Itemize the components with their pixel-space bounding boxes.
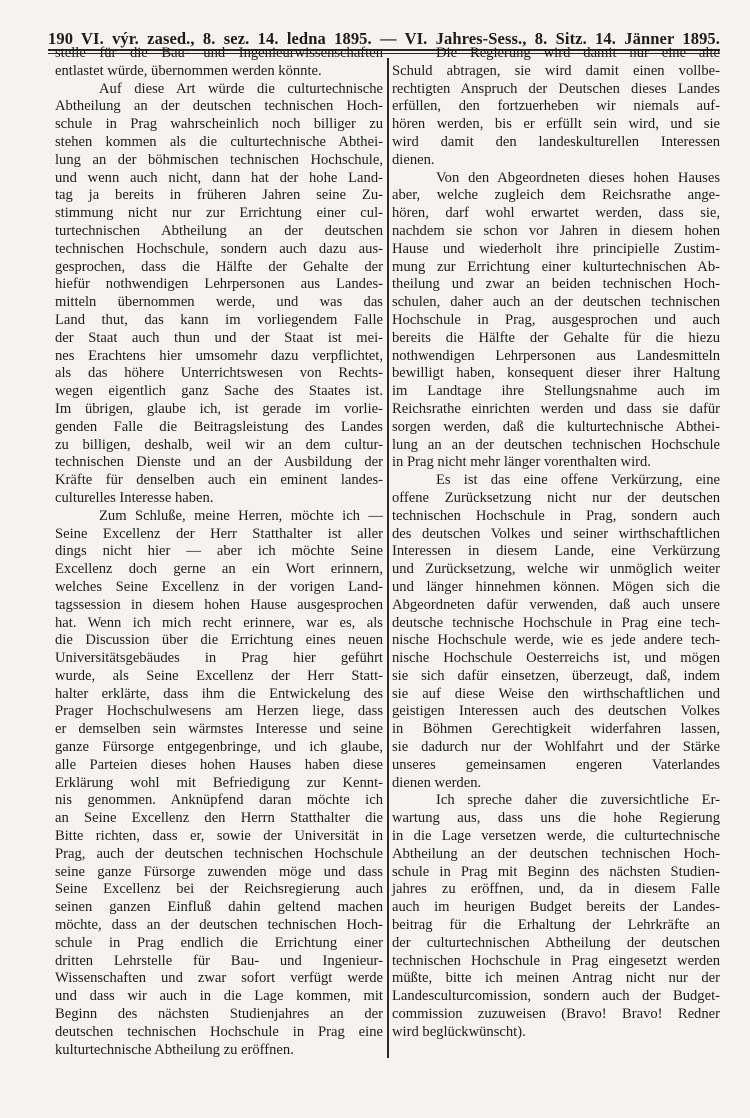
text-line: bewilligt haben, konsequent dieser ihrer Haltung — [392, 365, 720, 382]
text-line: technischen Hochschule, sondern auch dazu aus- — [55, 240, 383, 257]
text-line: als das höhere Unterrichtswesen von Rechts- — [55, 365, 383, 382]
text-line: wurde, als Seine Excellenz der Herr Statt- — [55, 667, 383, 684]
text-line: welches Seine Excellenz in der vorigen Land- — [55, 578, 383, 595]
text-line: stelle für die Bau- und Ingenieurwissenschaften — [55, 45, 383, 61]
text-line: sie auf diese Weise den wirthschaftlichen und — [392, 685, 720, 702]
text-line: Hause und wiederholt ihre principielle Zustim- — [392, 240, 720, 257]
text-line: mung zur Errichtung einer kulturtechnischen Ab- — [392, 258, 720, 275]
text-line: sorgen werden, daß die kulturtechnische Abthei- — [392, 418, 720, 435]
paragraph — [392, 170, 720, 473]
paragraph — [392, 45, 720, 170]
paragraph — [392, 792, 720, 1041]
paragraph — [55, 45, 383, 81]
text-line: wird beglückwünscht). — [392, 1023, 526, 1040]
text-line: auch im heurigen Budget bereits der Landes- — [392, 899, 720, 916]
text-line: genden Falle die Beitragsleistung des Landes — [55, 418, 383, 435]
text-line: Abgeordneten dafür verwenden, daß auch unsere — [392, 596, 720, 613]
text-line: er demselben sein wärmstes Interesse und seine — [55, 721, 383, 738]
text-line: Seine Excellenz bei der Reichsregierung auch — [55, 881, 383, 898]
text-line: deutsche technische Hochschule in Prag eine tech- — [392, 614, 720, 631]
text-line: möchte, dass an der deutschen technischen Hoch- — [55, 917, 383, 934]
text-line: stehen kommen als die culturtechnische Abthei- — [55, 133, 383, 150]
text-line: Prag, auch der deutschen technischen Hochschule — [55, 845, 383, 862]
text-line: schule in Prag endlich die Errichtung einer — [55, 934, 383, 951]
paragraph — [55, 81, 383, 508]
text-line: Beginn des nächsten Studienjahres an der — [55, 1006, 383, 1023]
text-line: kulturtechnische Abtheilung zu eröffnen. — [55, 1041, 294, 1058]
text-line: wartung aus, dass uns die hohe Regierung — [392, 810, 720, 827]
text-line: offene Zurücksetzung nicht nur der deutschen — [392, 489, 720, 506]
text-line: Im übrigen, glaube ich, ist gerade im vorlie- — [55, 400, 383, 417]
text-line: schulen, daher auch an der deutschen technischen — [392, 294, 720, 311]
column-divider — [387, 58, 389, 1058]
text-line: hat. Wenn ich mich recht erinnere, war es, als — [55, 614, 383, 631]
text-line: nische Hochschule werde, wie es jede andere tech- — [392, 632, 720, 649]
text-line: tag ja bereits in früheren Jahren seine Zu- — [55, 187, 383, 204]
text-line: seine ganze Fürsorge zuwenden möge und dass — [55, 863, 383, 880]
text-line: Interessen in diesem Lande, eine Verkürzung — [392, 543, 720, 560]
text-line: dienen werden. — [392, 774, 482, 791]
text-line: Zum Schluße, meine Herren, möchte ich — — [99, 507, 383, 524]
text-line: Abtheilung an der deutschen technischen Hoch- — [392, 845, 720, 862]
text-line: nothwendigen Lehrpersonen aus Landesmitteln — [392, 347, 720, 364]
text-line: technischen Hochschule in Prag eingesetzt werden — [392, 952, 720, 969]
text-line: Es ist das eine offene Verkürzung, eine — [436, 472, 720, 489]
text-line: und wenn auch nicht, dann hat der hohe Land- — [55, 169, 383, 186]
text-line: seinen ganzen Einfluß dahin geltend machen — [55, 899, 383, 916]
text-line: dienen. — [392, 151, 435, 168]
text-line: Hochschule in Prag, ausgesprochen und auch — [392, 311, 720, 328]
text-line: Kräfte für denselben auch ein eminent landes- — [55, 472, 383, 489]
text-line: nachdem sie schon vor Jahren in diesem hohen — [392, 222, 720, 239]
text-line: und dass wir auch in die Lage kommen, mit — [55, 988, 383, 1005]
text-line: müßte, bitte ich meinen Antrag nicht nur der — [392, 970, 720, 987]
text-line: dings nicht hier — aber ich möchte Seine — [55, 543, 383, 560]
text-line: in die Lage versetzen werde, die culturtechnische — [392, 828, 720, 845]
text-line: Die Regierung wird damit nur eine alte — [436, 45, 720, 61]
text-line: commission zuzuweisen (Bravo! Bravo! Redner — [392, 1006, 720, 1023]
text-line: technischen Hochschule in Prag, sondern auch — [392, 507, 720, 524]
text-line: alle Parteien dieses hohen Hauses haben diese — [55, 756, 383, 773]
text-line: beitrag für die Erhaltung der Lehrkräfte an — [392, 917, 720, 934]
text-line: deutschen technischen Hochschule in Prag eine — [55, 1023, 383, 1040]
text-line: wegen eigentlich ganz Sache des Staates ist. — [55, 383, 383, 400]
text-line: Schuld abtragen, sie wird damit einen vollbe- — [392, 62, 720, 79]
paragraph — [55, 508, 383, 1060]
text-line: hören werden, bis er erfüllt sein wird, und sie — [392, 116, 720, 133]
text-line: technischen Dienste und an der Ausbildung der — [55, 454, 383, 471]
text-line: nische Hochschule Oesterreichs ist, und mögen — [392, 650, 720, 667]
text-line: Abtheilung an der deutschen technischen Hoch- — [55, 98, 383, 115]
text-line: Prager Hochschulwesens am Herzen liege, dass — [55, 703, 383, 720]
text-line: der culturtechnischen Abtheilung der deutschen — [392, 934, 720, 951]
text-line: rechtigten Anspruch der Deutschen dieses Landes — [392, 80, 720, 97]
text-line: Universitätsgebäudes in Prag hier geführt — [55, 650, 383, 667]
text-line: Seine Excellenz der Herr Statthalter ist aller — [55, 525, 383, 542]
text-line: lung an der böhmischen technischen Hochschule, — [55, 151, 383, 168]
text-line: Erklärung wohl mit Befriedigung zur Kennt- — [55, 774, 383, 791]
text-line: Von den Abgeordneten dieses hohen Hauses — [436, 169, 720, 186]
text-line: aber, welche zugleich dem Reichsrathe ange- — [392, 187, 720, 204]
text-line: gesprochen, dass die Hälfte der Gehalte der — [55, 258, 383, 275]
text-line: sie dadurch nur der Wohlfahrt und der Stärke — [392, 739, 720, 756]
text-line: wird damit den landeskulturellen Interessen — [392, 133, 720, 150]
text-line: in Böhmen Gerechtigkeit widerfahren lassen, — [392, 721, 720, 738]
paragraph — [392, 472, 720, 792]
text-line: turtechnischen Abtheilung an der deutschen — [55, 222, 383, 239]
text-line: culturelles Interesse haben. — [55, 489, 214, 506]
text-line: Excellenz doch gerne an ein Wort erinnern, — [55, 561, 383, 578]
text-line: der Staat auch thun und der Staat ist mei- — [55, 329, 383, 346]
text-line: mitteln übernommen werde, und was das — [55, 294, 383, 311]
text-line: halter erklärte, dass ihm die Entwickelung des — [55, 685, 383, 702]
text-line: zu billigen, deshalb, weil wir an dem cultur- — [55, 436, 383, 453]
text-line: geistigen Interessen auch des deutschen Volkes — [392, 703, 720, 720]
text-line: ganze Fürsorge entgegenbringe, und ich glaube, — [55, 739, 383, 756]
text-line: theilung und zwar an beiden technischen Hoch- — [392, 276, 720, 293]
text-line: schule in Prag mit Beginn des nächsten Studien- — [392, 863, 720, 880]
text-line: und Zurücksetzung, welche wir unmöglich weiter — [392, 561, 720, 578]
text-line: erfüllen, den fortzuerheben wir niemals auf- — [392, 98, 720, 115]
text-line: nes Erachtens hier umsomehr dazu verpflichtet, — [55, 347, 383, 364]
text-line: des deutschen Volkes und seiner wirthschaftlichen — [392, 525, 720, 542]
text-line: Landesculturcomission, sondern auch der Budget- — [392, 988, 720, 1005]
text-line: dritten Lehrstelle für Bau- und Ingenieur- — [55, 952, 383, 969]
text-line: Ich spreche daher die zuversichtliche Er- — [436, 792, 720, 809]
left-column — [55, 45, 383, 1059]
text-line: hiefür nothwendigen Lehrpersonen aus Landes- — [55, 276, 383, 293]
text-line: Reichsrathe einrichten werden und dass sie dafür — [392, 400, 720, 417]
running-header: 190 VI. výr. zased., 8. sez. 14. ledna 1895. — VI. Jahres-Sess., 8. Sitz. 14. Jänner 1895. — [48, 29, 720, 48]
text-line: die Discussion über die Errichtung eines neuen — [55, 632, 383, 649]
text-line: Wissenschaften und zwar sofort verfügt werde — [55, 970, 383, 987]
text-line: Land thut, das kann im vorliegendem Falle — [55, 311, 383, 328]
text-line: jahres zu eröffnen, und, da in diesem Falle — [392, 881, 720, 898]
text-line: in Prag nicht mehr länger vorenthalten wird. — [392, 454, 651, 471]
text-line: sie sich dafür einsetzen, überzeugt, daß, indem — [392, 667, 720, 684]
text-line: Bitte richten, dass er, sowie der Universität in — [55, 828, 383, 845]
text-line: stimmung nicht nur zur Errichtung einer cul- — [55, 205, 383, 222]
text-line: entlastet würde, übernommen werden könnte. — [55, 62, 322, 79]
text-line: bereits die Hälfte der Gehalte für die hiezu — [392, 329, 720, 346]
text-line: schule in Prag wahrscheinlich noch billiger zu — [55, 116, 383, 133]
text-line: im Landtage ihre Stellungsnahme auch im — [392, 383, 720, 400]
text-line: an Seine Excellenz den Herrn Statthalter die — [55, 810, 383, 827]
text-line: Auf diese Art würde die culturtechnische — [99, 80, 383, 97]
text-line: unseres gemeinsamen engeren Vaterlandes — [392, 756, 720, 773]
text-line: lung an an der deutschen technischen Hochschule — [392, 436, 720, 453]
text-line: nis genommen. Anknüpfend daran möchte ich — [55, 792, 383, 809]
text-line: tagssession in diesem hohen Hause ausgesprochen — [55, 596, 383, 613]
text-line: hören, darf wohl erwartet werden, dass sie, — [392, 205, 720, 222]
text-line: und länger hinnehmen können. Mögen sich die — [392, 578, 720, 595]
right-column — [392, 45, 720, 1042]
